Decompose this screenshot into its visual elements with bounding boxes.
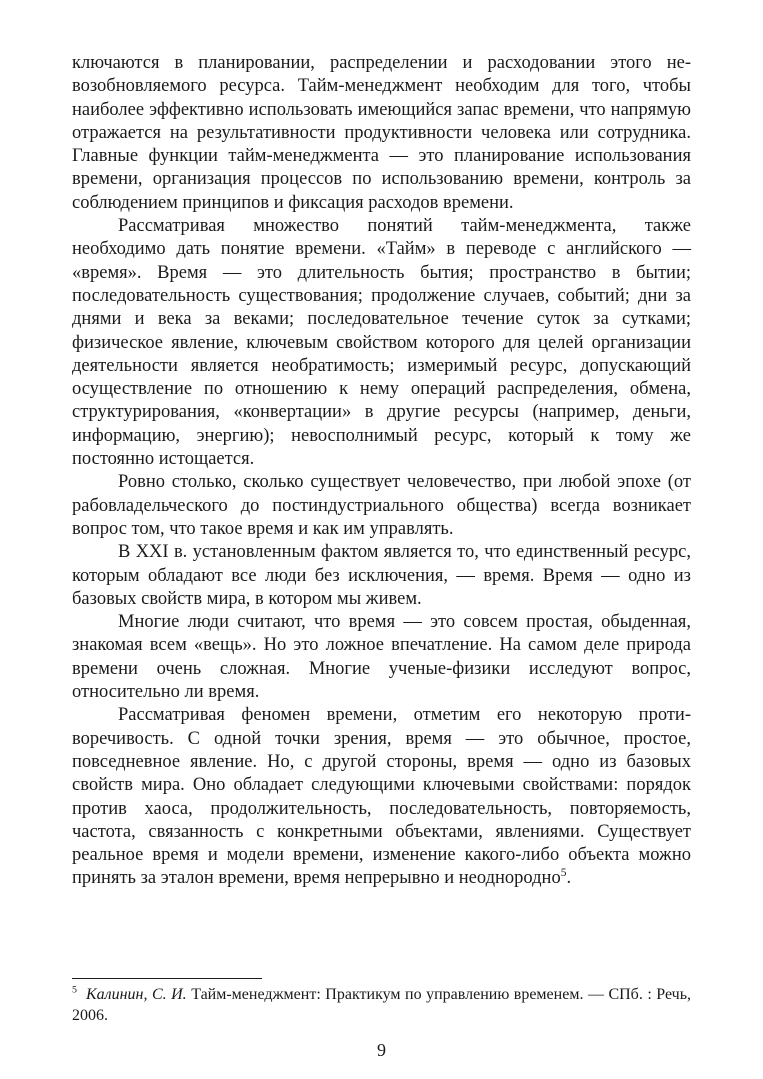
- paragraph-3: Ровно столько, сколько существует человечество, при любой эпохе (от рабовладельческого до постиндустриального общества) всегда возникает вопрос том, что такое время и как им управлять.: [72, 472, 691, 539]
- paragraph-5: Многие люди считают, что время — это совсем простая, обыденная, знакомая всем «вещь». Но это ложное впечатление. На самом деле природа времени очень сложная. Многие ученые-физики исследуют вопрос, относительно ли время.: [72, 612, 691, 703]
- paragraph-2: Рассматривая множество понятий тайм-менеджмента, также необходимо дать понятие времени. «Тайм» в переводе с английского — «время». Время — это длительность бытия; пространство в бытии; последовательность существования; продолжение случаев, событий; дни за днями и века за веками; последовательное течение суток за сутками; физическое явление, ключевым свойством которого для целей организации деятельности является необратимость; измеримый ресурс, допускающий осуществление по отношению к нему операций распределения, обмена, структурирования, «конвертации» в другие ресурсы (например, деньги, информацию, энергию); невосполнимый ресурс, который к тому же постоянно истощается.: [72, 216, 691, 470]
- paragraph-6-text: Рассматривая феномен времени, отметим его некоторую противоречивость. С одной точки зрения, время — это обычное, простое, повседневное явление. Но, с другой стороны, время — одно из базовых свойств мира. Оно обладает следующими ключевыми свойствами: порядок против хаоса, продолжительность, последовательность, повторяемость, частота, связанность с конкретными объектами, явлениями. Существует реальное время и модели времени, изменение какого-либо объекта можно принять за эталон времени, время непрерывно и неоднородно: [72, 705, 691, 889]
- footnote-marker: 5: [72, 984, 77, 996]
- paragraph-4: В XXI в. установленным фактом является то, что единственный ресурс, которым обладают все люди без исключения, — время. Время — одно из базовых свойств мира, в котором мы живем.: [72, 542, 691, 609]
- footnote: [72, 984, 691, 1026]
- paragraph-1: ключаются в планировании, распределении и расходовании этого невозобновляемого ресурса. Тайм-менеджмент необходим для того, чтобы наиболее эффективно использовать имеющийся запас времени, что напрямую отражается на результативности продуктивности человека или сотрудника. Главные функции тайм-менеджмента — это планирование использования времени, организация процессов по использованию времени, контроль за соблюдением принципов и фиксация расходов времени.: [72, 53, 691, 213]
- footnote-text: Тайм-менеджмент: Практикум по управлению временем. — СПб. : Речь, 2006.: [72, 986, 692, 1024]
- footnote-separator: [72, 978, 262, 979]
- page-number: 9: [377, 1040, 386, 1060]
- footnote-reference[interactable]: 5: [560, 867, 567, 880]
- paragraph-6: Рассматривая феномен времени, отметим его некоторую противоречивость. С одной точки зрения, время — это обычное, простое, повседневное явление. Но, с другой стороны, время — одно из базовых свойств мира. Оно обладает следующими ключевыми свойствами: порядок против хаоса, продолжительность, последовательность, повторяемость, частота, связанность с конкретными объектами, явлениями. Существует реальное время и модели времени, изменение какого-либо объекта можно принять за эталон времени, время непрерывно и неоднородно$^5$.: [72, 705, 691, 889]
- page-body: [72, 52, 691, 891]
- footnote-author: Калинин, С. И.: [85, 986, 187, 1003]
